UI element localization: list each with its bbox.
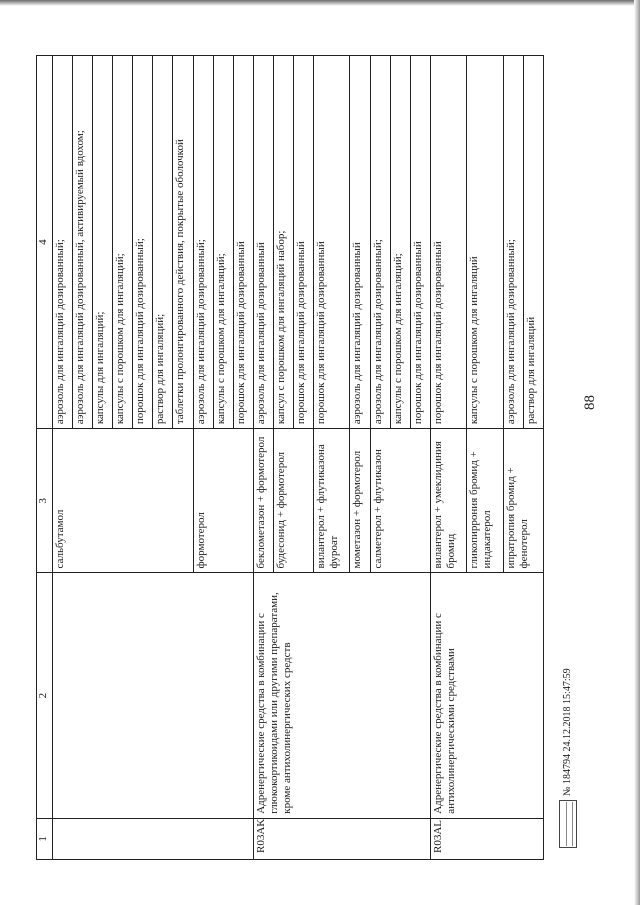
dosage-form-cell: раствор для ингаляций [523,56,543,429]
dosage-form-cell: порошок для ингаляций дозированный [430,56,466,429]
registration-stamp [559,800,577,848]
scan-top-edge [0,0,640,6]
dosage-form-cell: аэрозоль для ингаляций дозированный; [193,56,213,429]
header-cell: 2 [37,573,53,818]
atc-code-cell: R03AL [430,818,543,859]
dosage-form-cell: аэрозоль для ингаляций дозированный; [503,56,523,429]
header-cell: 4 [37,56,53,429]
dosage-form-cell: капсул с порошком для ингаляций набор; [273,56,293,429]
document-id: № 184794 24.12.2018 15:47:59 [562,668,573,796]
dosage-form-cell: капсулы с порошком для ингаляций; [113,56,133,429]
header-cell: 3 [37,429,53,573]
dosage-form-cell: аэрозоль для ингаляций дозированный [350,56,370,429]
substance-cell: формотерол [193,429,253,573]
dosage-form-cell: капсулы для ингаляций; [93,56,113,429]
substance-cell: ипратропия бромид + фенотерол [503,429,543,573]
header-cell: 1 [37,818,53,859]
dosage-form-cell: порошок для ингаляций дозированный; [133,56,153,429]
dosage-form-cell: порошок для ингаляций дозированный [293,56,313,429]
table-row [253,56,273,860]
dosage-form-cell: аэрозоль для ингаляций дозированный [253,56,273,429]
dosage-form-cell: порошок для ингаляций дозированный [233,56,253,429]
table-row [430,56,466,860]
dosage-form-cell: аэрозоль для ингаляций дозированный; [53,56,73,429]
substance-cell: беклометазон + формотерол [253,429,273,573]
page-number: 88 [582,395,598,410]
substance-cell: будесонид + формотерол [273,429,313,573]
dosage-form-cell: капсулы с порошком для ингаляций; [213,56,233,429]
substance-cell: вилантерол + флутиказона фуроат [314,429,350,573]
dosage-form-cell: аэрозоль для ингаляций дозированный; [370,56,390,429]
dosage-form-cell: таблетки пролонгированного действия, покрытые оболочкой [173,56,193,429]
atc-code-cell [53,818,254,859]
drug-table [36,55,544,860]
dosage-form-cell: капсулы с порошком для ингаляций; [390,56,410,429]
substance-cell: салметерол + флутиказон [370,429,430,573]
dosage-form-cell: капсулы с порошком для ингаляций [467,56,503,429]
substance-cell: мометазон + формотерол [350,429,370,573]
dosage-form-cell: порошок для ингаляций дозированный [314,56,350,429]
substance-cell: вилантерол + умеклидиния бромид [430,429,466,573]
dosage-form-cell: порошок для ингаляций дозированный [410,56,430,429]
substance-cell: сальбутамол [53,429,194,573]
atc-code-cell: R03AK [253,818,430,859]
atc-description-cell [53,573,254,818]
table-row [53,56,73,860]
rotated-page [36,30,598,860]
atc-description-cell: Адренергические средства в комбинации с антихолинергическими средствами [430,573,543,818]
dosage-form-cell: аэрозоль для ингаляций дозированный, активируемый вдохом; [73,56,93,429]
scan-right-edge [634,0,640,905]
header-row [37,56,53,860]
atc-description-cell: Адренергические средства в комбинации с глюкокортикоидами или другими препаратами, кроме антихолинергических средств [253,573,430,818]
substance-cell: гликопиррония бромид + индакатерол [467,429,503,573]
dosage-form-cell: раствор для ингаляций; [153,56,173,429]
table-body [53,56,544,860]
